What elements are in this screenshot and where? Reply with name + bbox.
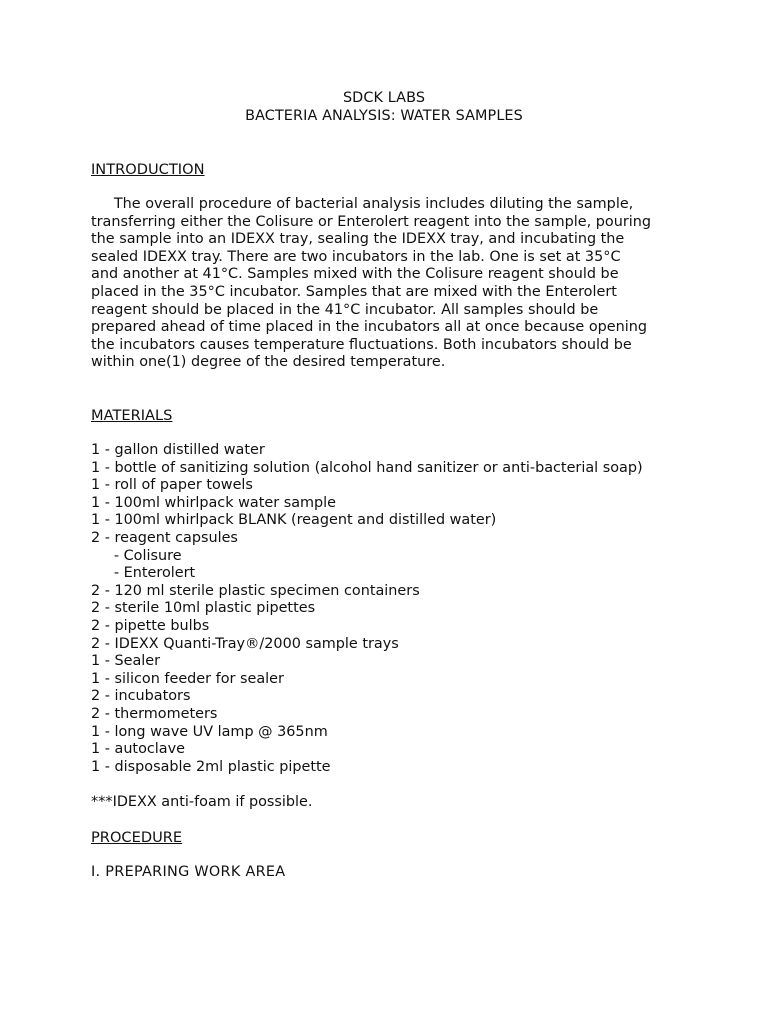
list-item: 1 - autoclave (91, 741, 185, 758)
list-item: 1 - 100ml whirlpack BLANK (reagent and distilled water) (91, 512, 497, 529)
materials-list (91, 442, 643, 776)
list-item: 2 - IDEXX Quanti-Tray®/2000 sample trays (91, 635, 399, 652)
list-item: 2 - pipette bulbs (91, 617, 210, 634)
introduction-paragraph (91, 196, 681, 372)
procedure-section-heading: I. PREPARING WORK AREA (91, 864, 286, 880)
list-item: 1 - gallon distilled water (91, 442, 265, 458)
antifoam-note: ***IDEXX anti-foam if possible. (91, 794, 313, 810)
list-item: 2 - incubators (91, 688, 191, 705)
introduction-line: and another at 41°C. Samples mixed with the Colisure reagent should be (91, 266, 619, 283)
introduction-line: within one(1) degree of the desired temperature. (91, 354, 446, 371)
materials-heading: MATERIALS (91, 407, 173, 424)
list-item: 2 - reagent capsules (91, 529, 238, 546)
list-item: 2 - thermometers (91, 705, 218, 722)
list-item: 1 - silicon feeder for sealer (91, 670, 284, 687)
introduction-line: the incubators causes temperature fluctuations. Both incubators should be (91, 336, 632, 353)
list-item: 1 - 100ml whirlpack water sample (91, 494, 337, 511)
list-item: 2 - 120 ml sterile plastic specimen containers (91, 582, 420, 599)
introduction-heading: INTRODUCTION (91, 161, 205, 178)
list-item: 1 - Sealer (91, 653, 161, 670)
list-item: - Colisure (91, 547, 182, 564)
introduction-line: The overall procedure of bacterial analysis includes diluting the sample, (91, 196, 634, 212)
list-item: 2 - sterile 10ml plastic pipettes (91, 600, 316, 617)
introduction-line: prepared ahead of time placed in the incubators all at once because opening (91, 319, 648, 336)
list-item: 1 - roll of paper towels (91, 477, 253, 494)
introduction-line: the sample into an IDEXX tray, sealing the IDEXX tray, and incubating the (91, 231, 625, 248)
introduction-line: reagent should be placed in the 41°C incubator. All samples should be (91, 301, 599, 318)
introduction-line: transferring either the Colisure or Enterolert reagent into the sample, pouring (91, 213, 651, 230)
introduction-line: sealed IDEXX tray. There are two incubators in the lab. One is set at 35°C (91, 248, 621, 265)
introduction-line: placed in the 35°C incubator. Samples that are mixed with the Enterolert (91, 283, 617, 300)
list-item: 1 - long wave UV lamp @ 365nm (91, 723, 328, 740)
document-title: SDCK LABS (342, 90, 426, 106)
document-subtitle: BACTERIA ANALYSIS: WATER SAMPLES (245, 108, 523, 124)
list-item: 1 - disposable 2ml plastic pipette (91, 758, 331, 775)
list-item: 1 - bottle of sanitizing solution (alcohol hand sanitizer or anti-bacterial soap) (91, 459, 643, 476)
list-item: - Enterolert (91, 565, 196, 582)
procedure-heading: PROCEDURE (91, 829, 183, 846)
